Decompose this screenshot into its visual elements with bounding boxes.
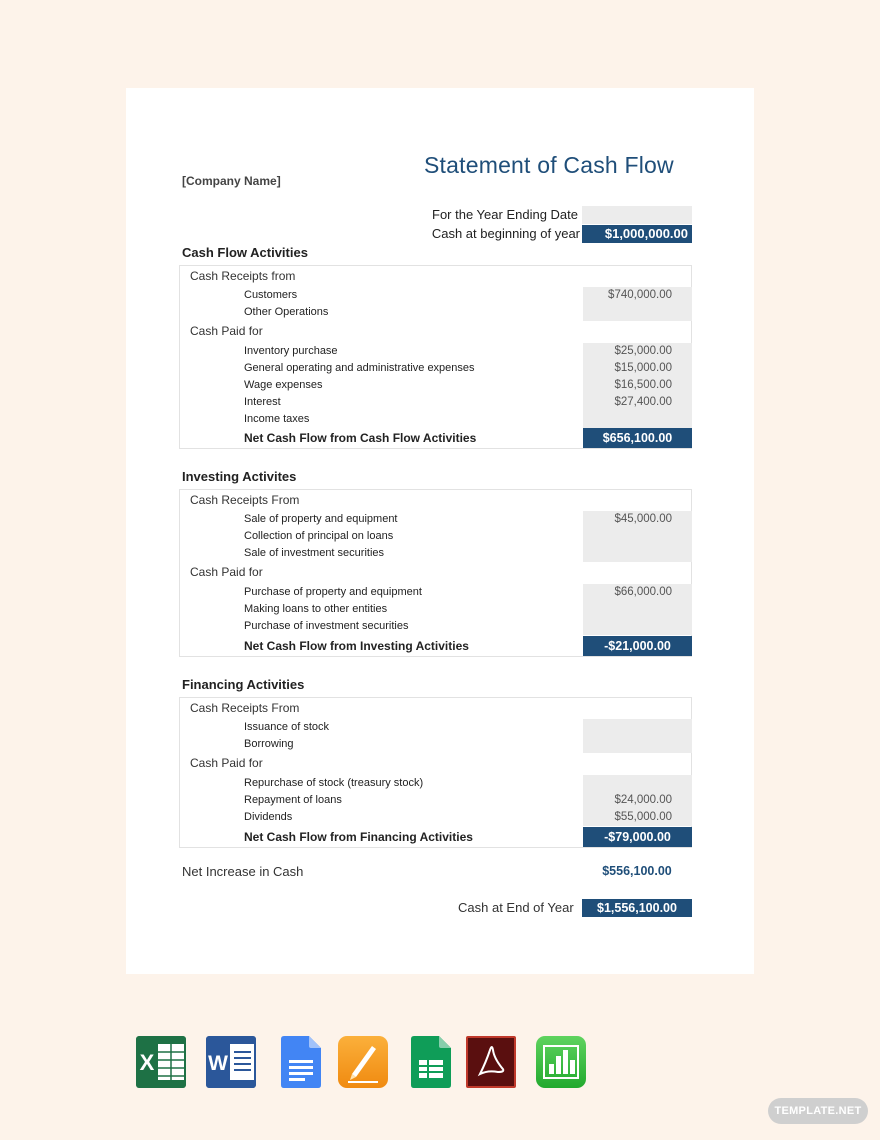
table-row: Repayment of loans $24,000.00: [244, 794, 672, 806]
cash-end-value: $1,556,100.00: [582, 899, 692, 917]
investing-box: [179, 489, 692, 657]
table-row: Repurchase of stock (treasury stock): [244, 777, 424, 789]
cash-beginning-value: $1,000,000.00: [582, 225, 692, 243]
table-row: Sale of property and equipment $45,000.00: [244, 513, 672, 525]
net-increase-label: Net Increase in Cash: [182, 864, 304, 879]
net-increase-value: $556,100.00: [602, 864, 672, 878]
list-item: Cash Receipts from: [190, 269, 296, 283]
svg-text:W: W: [208, 1052, 228, 1075]
table-row: Collection of principal on loans: [244, 530, 394, 542]
pdf-icon[interactable]: [466, 1036, 516, 1088]
operating-section-title: Cash Flow Activities: [182, 245, 308, 260]
table-row: Other Operations: [244, 306, 329, 318]
app-icons-row: [0, 1036, 880, 1092]
table-row: Wage expenses $16,500.00: [244, 379, 672, 391]
company-name: [Company Name]: [182, 174, 281, 188]
year-ending-label: For the Year Ending Date: [432, 207, 578, 222]
list-item: Cash Paid for: [190, 324, 263, 338]
table-row: Customers $740,000.00: [244, 289, 672, 301]
pages-icon[interactable]: [338, 1036, 388, 1088]
table-row: Making loans to other entities: [244, 603, 388, 615]
table-row: Issuance of stock: [244, 721, 329, 733]
cash-end-label: Cash at End of Year: [458, 900, 574, 915]
investing-section-title: Investing Activites: [182, 469, 297, 484]
operating-box: [179, 265, 692, 449]
list-item: Cash Receipts From: [190, 701, 300, 715]
svg-text:X: X: [139, 1050, 155, 1075]
table-row: General operating and administrative expenses $15,000.00: [244, 362, 672, 374]
document-page: [126, 88, 754, 974]
numbers-icon[interactable]: [536, 1036, 586, 1088]
template-net-badge[interactable]: TEMPLATE.NET: [768, 1098, 868, 1124]
table-row: Income taxes: [244, 413, 310, 425]
table-row: Inventory purchase $25,000.00: [244, 345, 672, 357]
word-icon[interactable]: [206, 1036, 256, 1088]
financing-section-title: Financing Activities: [182, 677, 305, 692]
google-sheets-icon[interactable]: [406, 1036, 456, 1088]
document-title: Statement of Cash Flow: [424, 152, 674, 178]
table-row: Borrowing: [244, 738, 294, 750]
net-cash-flow-financing-row: Net Cash Flow from Financing Activities -$79,000.00: [180, 829, 691, 846]
net-cash-flow-operating-row: Net Cash Flow from Cash Flow Activities $656,100.00: [180, 430, 691, 447]
list-item: Cash Paid for: [190, 756, 263, 770]
net-cash-flow-investing-row: Net Cash Flow from Investing Activities -$21,000.00: [180, 638, 691, 655]
table-row: Purchase of investment securities: [244, 620, 409, 632]
excel-icon[interactable]: [136, 1036, 186, 1088]
year-ending-value: [582, 206, 692, 224]
list-item: Cash Paid for: [190, 565, 263, 579]
list-item: Cash Receipts From: [190, 493, 300, 507]
table-row: Interest $27,400.00: [244, 396, 672, 408]
cash-beginning-label: Cash at beginning of year: [431, 226, 580, 241]
table-row: Purchase of property and equipment $66,000.00: [244, 586, 672, 598]
financing-box: [179, 697, 692, 848]
table-row: Sale of investment securities: [244, 547, 385, 559]
google-docs-icon[interactable]: [276, 1036, 326, 1088]
table-row: Dividends $55,000.00: [244, 811, 672, 823]
